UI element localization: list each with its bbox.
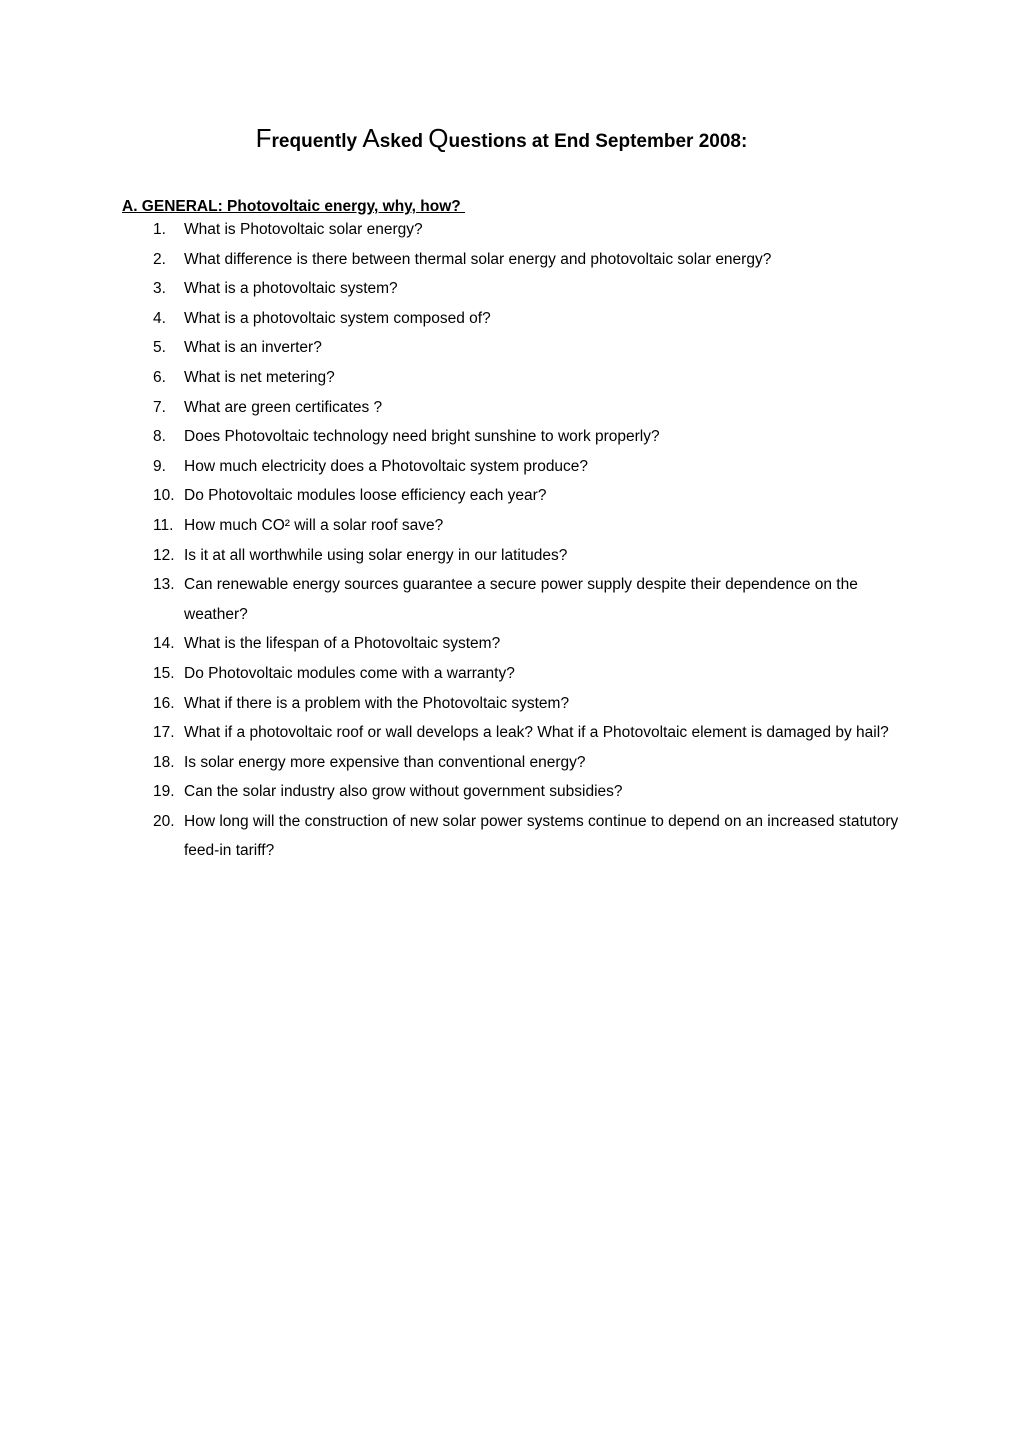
question-item — [0, 689, 904, 719]
question-number: 20. — [153, 812, 175, 830]
question-item — [0, 511, 904, 541]
question-text: What are green certificates ? — [184, 398, 383, 416]
title-word-questions: uestions at End September 2008: — [448, 131, 748, 152]
question-item — [0, 541, 904, 571]
question-text: What if there is a problem with the Photovoltaic system? — [184, 694, 570, 712]
faq-question-list — [0, 215, 1020, 866]
question-text: What is a photovoltaic system composed of? — [184, 309, 491, 327]
title-initial-f: F — [255, 123, 272, 153]
question-item — [0, 748, 904, 778]
question-item — [0, 481, 904, 511]
section-heading: A. GENERAL: Photovoltaic energy, why, how? — [122, 198, 466, 215]
question-number: 17. — [153, 724, 175, 742]
question-text: What is a photovoltaic system? — [184, 280, 398, 298]
question-number: 11. — [153, 516, 174, 534]
question-number: 1. — [153, 221, 166, 238]
question-number: 3. — [153, 280, 166, 298]
title-word-asked: sked — [379, 131, 429, 152]
question-text: Does Photovoltaic technology need bright sunshine to work properly? — [184, 428, 660, 446]
question-number: 12. — [153, 546, 175, 564]
question-item — [0, 777, 904, 807]
question-text: Can renewable energy sources guarantee a secure power supply despite their dependence on the weather? — [184, 576, 858, 623]
question-item — [0, 274, 904, 304]
title-initial-a: A — [362, 123, 380, 153]
question-text: Is it at all worthwhile using solar energy in our latitudes? — [184, 546, 568, 564]
question-text: Do Photovoltaic modules loose efficiency each year? — [184, 487, 547, 505]
question-number: 14. — [153, 635, 175, 653]
question-item — [0, 245, 904, 275]
question-text: What if a photovoltaic roof or wall develops a leak? What if a Photovoltaic element is damaged by hail? — [184, 724, 889, 742]
question-number: 19. — [153, 783, 175, 801]
question-number: 8. — [153, 428, 166, 446]
question-number: 16. — [153, 694, 175, 712]
question-number: 13. — [153, 576, 175, 594]
question-text: What is net metering? — [184, 368, 335, 386]
question-item — [0, 718, 904, 748]
question-item — [0, 629, 904, 659]
title-initial-q: Q — [428, 123, 449, 153]
question-number: 2. — [153, 250, 166, 268]
question-item — [0, 363, 904, 393]
question-text: What is Photovoltaic solar energy? — [184, 221, 423, 238]
question-number: 15. — [153, 664, 175, 682]
question-item — [0, 452, 904, 482]
question-text: What is the lifespan of a Photovoltaic system? — [184, 635, 501, 653]
question-number: 6. — [153, 368, 166, 386]
question-text: Do Photovoltaic modules come with a warranty? — [184, 664, 515, 682]
page-title — [0, 122, 1003, 158]
question-text: What difference is there between thermal solar energy and photovoltaic solar energy? — [184, 250, 772, 268]
question-number: 10. — [153, 487, 175, 505]
question-item — [0, 659, 904, 689]
question-item — [0, 570, 904, 629]
question-number: 18. — [153, 753, 175, 771]
question-item — [0, 807, 904, 866]
question-number: 9. — [153, 457, 166, 475]
question-item — [0, 422, 904, 452]
question-text: How long will the construction of new solar power systems continue to depend on an increased statutory feed-in tariff? — [184, 812, 899, 860]
question-item — [0, 215, 904, 245]
question-text: Can the solar industry also grow without government subsidies? — [184, 783, 623, 801]
question-item — [0, 393, 904, 423]
question-item — [0, 304, 904, 334]
question-text: What is an inverter? — [184, 339, 322, 357]
question-number: 4. — [153, 309, 166, 327]
question-item — [0, 333, 904, 363]
question-number: 5. — [153, 339, 166, 357]
question-text: How much CO² will a solar roof save? — [184, 516, 444, 534]
title-word-frequently: requently — [271, 131, 363, 152]
question-text: How much electricity does a Photovoltaic system produce? — [184, 457, 589, 475]
question-text: Is solar energy more expensive than conventional energy? — [184, 753, 586, 771]
question-number: 7. — [153, 398, 166, 416]
